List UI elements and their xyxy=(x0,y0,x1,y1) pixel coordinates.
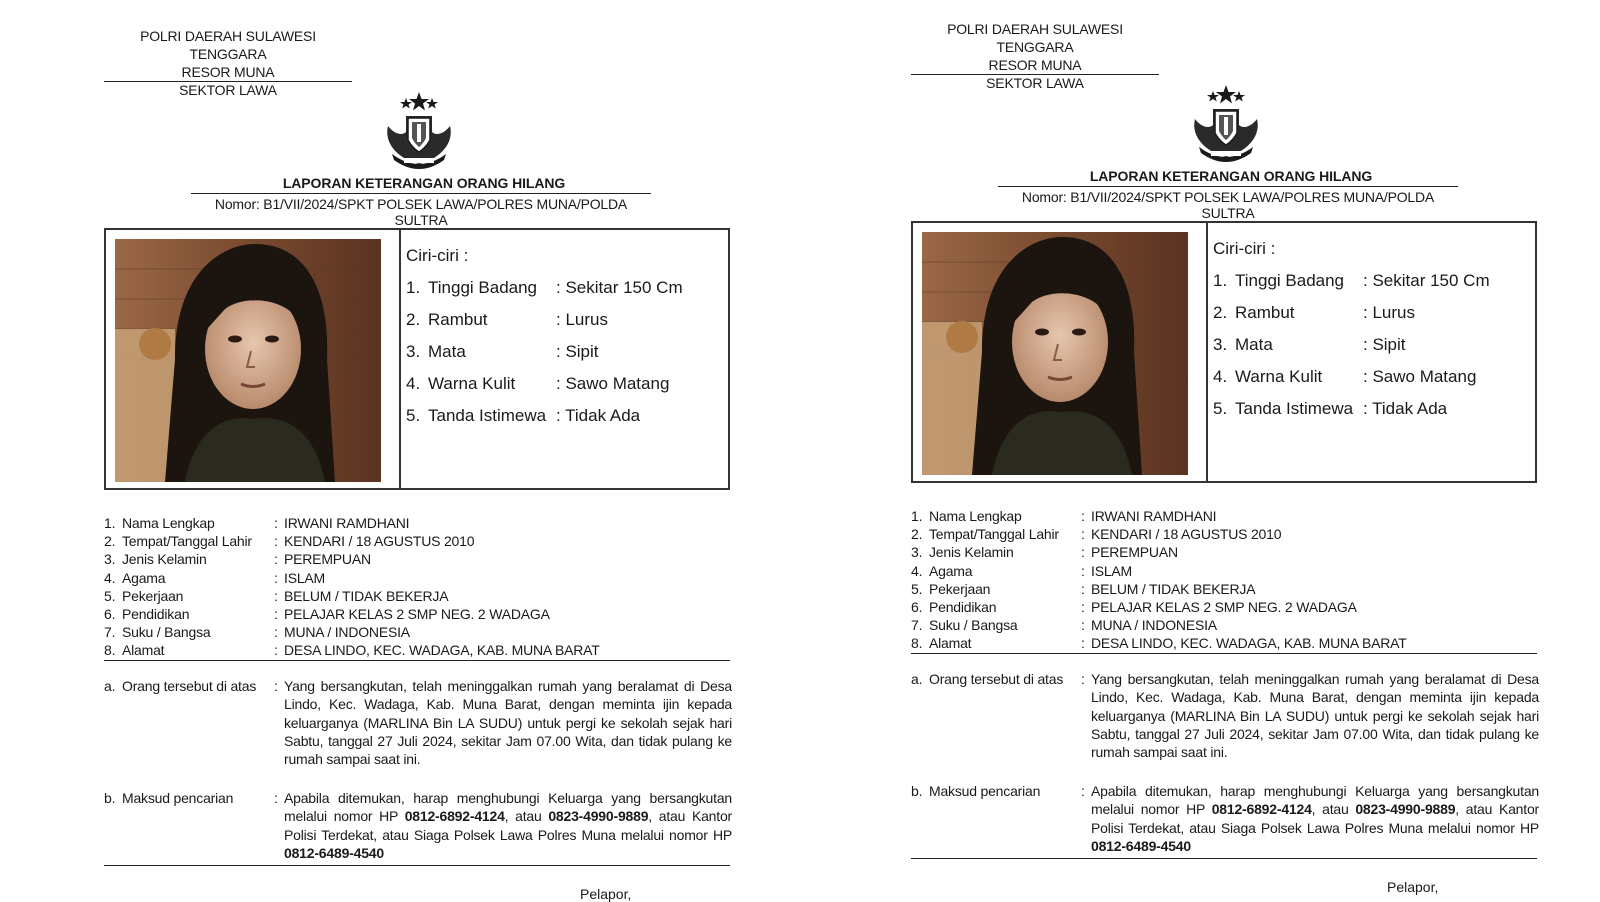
characteristic-row: 2. Rambut : Lurus xyxy=(406,310,608,329)
report-document-left: POLRI DAERAH SULAWESI TENGGARA RESOR MUNA SEKTOR LAWA LAPORAN KETERANGAN ORANG HILANG Nomor: B1/VII/2024/SPKT POLSEK LAWA/POLRES MUNA/POLDA SULTRA Ciri-ciri : 1. Tinggi Badang : Sekitar 150 Cm 2. Rambut : Lurus 3. Mata : Sipit 4. Warna Kulit : Sawo Matang 5. Tanda Istimewa : Tidak Ada 1. Nama Lengkap : IRWANI RAMDHANI 2. Tempat/Tanggal Lahir : KENDARI / 18 AGUSTUS 2010 3. Jenis Kelamin : PEREMPUAN 4. Agama : ISLAM 5. Pekerjaan : BELUM / TIDAK BEKERJA 6. Pendidikan : PELAJAR KELAS 2 SMP NEG. 2 WADAGA 7. Suku / Bangsa : MUNA / INDONESIA 8. Alamat : DESA LINDO, KEC. WADAGA, KAB. MUNA BARAT a. Orang tersebut di atas : Yang bersangkutan, telah meninggalkan rumah yang beralamat di Desa Lindo, Kec. Wadaga, Kab. Muna Barat, dengan meminta ijin kepada keluarganya (MARLINA Bin LA SUDU) untuk pergi ke sekolah sejak hari Sabtu, tanggal 27 Juli 2024, sekitar Jam 07.00 Wita, dan tidak pulang ke rumah sampai saat ini. b. Maksud pencarian : Apabila ditemukan, harap menghubungi Keluarga yang bersangkutan melalui nomor HP 0812-6892-4124, atau 0823-4990-9889, atau Kantor Polisi Terdekat, atau Siaga Polsek Lawa Polres Muna melalui nomor HP 0812-6489-4540 Pelapor, xyxy=(104,0,744,899)
paragraph-b-text: Apabila ditemukan, harap menghubungi Keluarga yang bersangkutan melalui nomor HP 0812-6892-4124, atau 0823-4990-9889, atau Kantor Polisi Terdekat, atau Siaga Polsek Lawa Polres Muna melalui nomor HP 0812-6489-4540 xyxy=(1091,783,1539,854)
report-title: LAPORAN KETERANGAN ORANG HILANG xyxy=(1089,168,1373,184)
org-header xyxy=(104,27,352,99)
detail-row: 7. Suku / Bangsa : MUNA / INDONESIA xyxy=(104,624,410,641)
phone-number-3: 0812-6489-4540 xyxy=(1091,837,1191,854)
person-details xyxy=(911,507,1537,653)
paragraph-b-num: b. xyxy=(911,783,923,799)
characteristic-row: 3. Mata : Sipit xyxy=(1213,335,1406,354)
report-number: Nomor: B1/VII/2024/SPKT POLSEK LAWA/POLRES MUNA/POLDA SULTRA xyxy=(998,186,1458,221)
detail-row: 4. Agama : ISLAM xyxy=(911,562,1133,579)
characteristic-row: 4. Warna Kulit : Sawo Matang xyxy=(406,374,670,393)
paragraph-b-label: Maksud pencarian xyxy=(122,790,234,806)
section-divider-bottom xyxy=(911,858,1537,859)
detail-row: 2. Tempat/Tanggal Lahir : KENDARI / 18 AGUSTUS 2010 xyxy=(911,526,1282,543)
characteristic-row: 1. Tinggi Badang : Sekitar 150 Cm xyxy=(406,278,683,297)
paragraph-b-label: Maksud pencarian xyxy=(929,783,1041,799)
paragraph-a-label: Orang tersebut di atas xyxy=(929,671,1064,687)
characteristic-row: 3. Mata : Sipit xyxy=(406,342,599,361)
section-divider xyxy=(104,660,730,661)
detail-row: 6. Pendidikan : PELAJAR KELAS 2 SMP NEG. 2 WADAGA xyxy=(104,605,550,622)
paragraph-a-num: a. xyxy=(911,671,923,687)
characteristics xyxy=(1213,239,1533,425)
characteristics xyxy=(406,246,726,432)
section-divider xyxy=(911,653,1537,654)
paragraph-a-num: a. xyxy=(104,678,116,694)
phone-number-2: 0823-4990-9889 xyxy=(548,808,649,825)
detail-row: 4. Agama : ISLAM xyxy=(104,569,326,586)
polri-emblem-icon xyxy=(1181,85,1271,163)
detail-row: 1. Nama Lengkap : IRWANI RAMDHANI xyxy=(911,508,1217,524)
detail-row: 7. Suku / Bangsa : MUNA / INDONESIA xyxy=(911,617,1217,634)
phone-number-2: 0823-4990-9889 xyxy=(1355,801,1456,818)
paragraph-b-num: b. xyxy=(104,790,116,806)
paragraph-a-text: Yang bersangkutan, telah meninggalkan rumah yang beralamat di Desa Lindo, Kec. Wadaga, Kab. Muna Barat, dengan meminta ijin kepada keluarganya (MARLINA Bin LA SUDU) untuk pergi ke sekolah sejak hari Sabtu, tanggal 27 Juli 2024, sekitar Jam 07.00 Wita, dan tidak pulang ke rumah sampai saat ini. xyxy=(284,678,732,768)
detail-row: 6. Pendidikan : PELAJAR KELAS 2 SMP NEG. 2 WADAGA xyxy=(911,598,1357,615)
paragraph-a-text: Yang bersangkutan, telah meninggalkan rumah yang beralamat di Desa Lindo, Kec. Wadaga, Kab. Muna Barat, dengan meminta ijin kepada keluarganya (MARLINA Bin LA SUDU) untuk pergi ke sekolah sejak hari Sabtu, tanggal 27 Juli 2024, sekitar Jam 07.00 Wita, dan tidak pulang ke rumah sampai saat ini. xyxy=(1091,671,1539,761)
phone-number-1: 0812-6892-4124 xyxy=(1211,801,1312,818)
detail-row: 1. Nama Lengkap : IRWANI RAMDHANI xyxy=(104,515,410,531)
person-details xyxy=(104,514,730,660)
box-divider xyxy=(399,230,401,488)
report-title: LAPORAN KETERANGAN ORANG HILANG xyxy=(282,175,566,191)
detail-row: 5. Pekerjaan : BELUM / TIDAK BEKERJA xyxy=(911,580,1256,597)
detail-row: 8. Alamat : DESA LINDO, KEC. WADAGA, KAB. MUNA BARAT xyxy=(104,642,600,659)
characteristic-row: 2. Rambut : Lurus xyxy=(1213,303,1415,322)
report-document-right: POLRI DAERAH SULAWESI TENGGARA RESOR MUNA SEKTOR LAWA LAPORAN KETERANGAN ORANG HILANG Nomor: B1/VII/2024/SPKT POLSEK LAWA/POLRES MUNA/POLDA SULTRA Ciri-ciri : 1. Tinggi Badang : Sekitar 150 Cm 2. Rambut : Lurus 3. Mata : Sipit 4. Warna Kulit : Sawo Matang 5. Tanda Istimewa : Tidak Ada 1. Nama Lengkap : IRWANI RAMDHANI 2. Tempat/Tanggal Lahir : KENDARI / 18 AGUSTUS 2010 3. Jenis Kelamin : PEREMPUAN 4. Agama : ISLAM 5. Pekerjaan : BELUM / TIDAK BEKERJA 6. Pendidikan : PELAJAR KELAS 2 SMP NEG. 2 WADAGA 7. Suku / Bangsa : MUNA / INDONESIA 8. Alamat : DESA LINDO, KEC. WADAGA, KAB. MUNA BARAT a. Orang tersebut di atas : Yang bersangkutan, telah meninggalkan rumah yang beralamat di Desa Lindo, Kec. Wadaga, Kab. Muna Barat, dengan meminta ijin kepada keluarganya (MARLINA Bin LA SUDU) untuk pergi ke sekolah sejak hari Sabtu, tanggal 27 Juli 2024, sekitar Jam 07.00 Wita, dan tidak pulang ke rumah sampai saat ini. b. Maksud pencarian : Apabila ditemukan, harap menghubungi Keluarga yang bersangkutan melalui nomor HP 0812-6892-4124, atau 0823-4990-9889, atau Kantor Polisi Terdekat, atau Siaga Polsek Lawa Polres Muna melalui nomor HP 0812-6489-4540 Pelapor, xyxy=(911,0,1551,892)
reporter-label: Pelapor, xyxy=(1387,879,1439,895)
phone-number-1: 0812-6892-4124 xyxy=(404,808,505,825)
section-divider-bottom xyxy=(104,865,730,866)
polri-emblem-icon xyxy=(374,92,464,170)
org-line-3: SEKTOR LAWA xyxy=(986,75,1084,91)
characteristic-row: 5. Tanda Istimewa : Tidak Ada xyxy=(1213,399,1448,418)
org-line-1: POLRI DAERAH SULAWESI TENGGARA xyxy=(947,21,1123,55)
org-line-3: SEKTOR LAWA xyxy=(179,82,277,98)
characteristic-row: 5. Tanda Istimewa : Tidak Ada xyxy=(406,406,641,425)
characteristic-row: 1. Tinggi Badang : Sekitar 150 Cm xyxy=(1213,271,1490,290)
paragraph-b-text: Apabila ditemukan, harap menghubungi Keluarga yang bersangkutan melalui nomor HP 0812-6892-4124, atau 0823-4990-9889, atau Kantor Polisi Terdekat, atau Siaga Polsek Lawa Polres Muna melalui nomor HP 0812-6489-4540 xyxy=(284,790,732,861)
report-number: Nomor: B1/VII/2024/SPKT POLSEK LAWA/POLRES MUNA/POLDA SULTRA xyxy=(191,193,651,228)
characteristic-row: 4. Warna Kulit : Sawo Matang xyxy=(1213,367,1477,386)
detail-row: 5. Pekerjaan : BELUM / TIDAK BEKERJA xyxy=(104,587,449,604)
characteristics-heading: Ciri-ciri : xyxy=(406,246,469,265)
characteristics-heading: Ciri-ciri : xyxy=(1213,239,1276,258)
org-line-2: RESOR MUNA xyxy=(181,64,275,80)
reporter-label: Pelapor, xyxy=(580,886,632,902)
org-line-1: POLRI DAERAH SULAWESI TENGGARA xyxy=(140,28,316,62)
missing-person-photo xyxy=(922,232,1188,475)
description-box xyxy=(911,221,1537,483)
description-box xyxy=(104,228,730,490)
detail-row: 3. Jenis Kelamin : PEREMPUAN xyxy=(911,544,1178,561)
detail-row: 8. Alamat : DESA LINDO, KEC. WADAGA, KAB. MUNA BARAT xyxy=(911,635,1407,652)
detail-row: 2. Tempat/Tanggal Lahir : KENDARI / 18 AGUSTUS 2010 xyxy=(104,533,475,550)
org-underline xyxy=(104,81,352,82)
org-header xyxy=(911,20,1159,92)
phone-number-3: 0812-6489-4540 xyxy=(284,844,384,861)
paragraph-a-label: Orang tersebut di atas xyxy=(122,678,257,694)
org-underline xyxy=(911,74,1159,75)
missing-person-photo xyxy=(115,239,381,482)
box-divider xyxy=(1206,223,1208,481)
detail-row: 3. Jenis Kelamin : PEREMPUAN xyxy=(104,551,371,568)
org-line-2: RESOR MUNA xyxy=(988,57,1082,73)
